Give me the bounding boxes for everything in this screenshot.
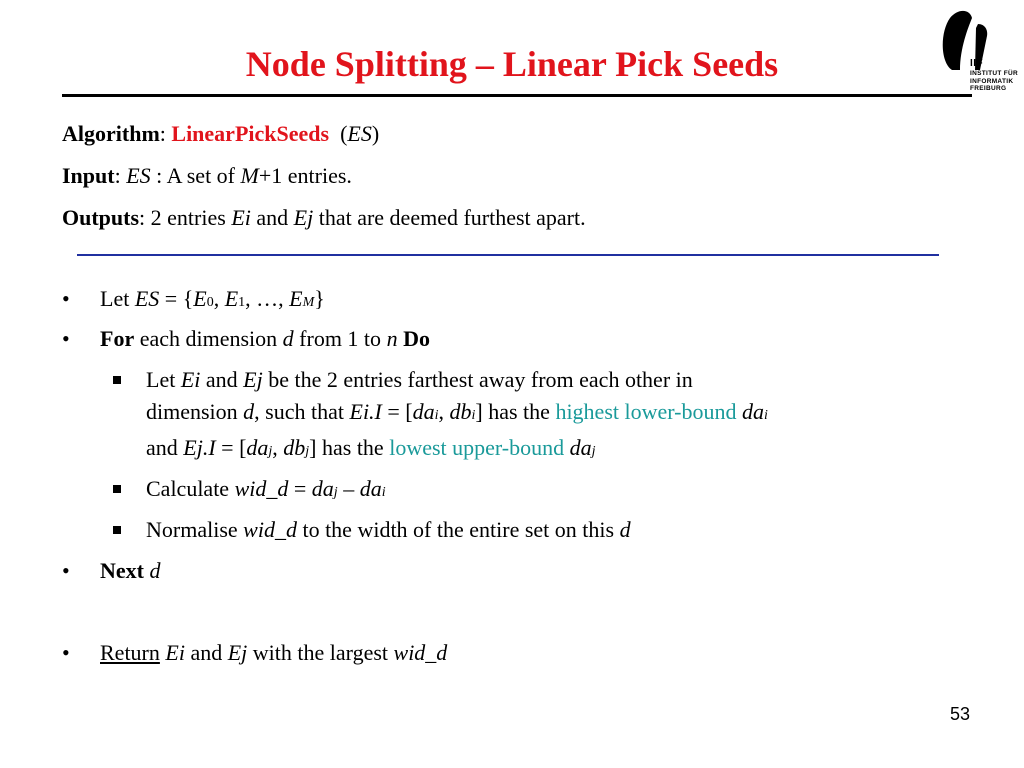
section-divider	[77, 254, 939, 256]
input-line: Input: ES : A set of M+1 entries.	[62, 163, 352, 188]
logo-abbreviation: IIF	[970, 58, 984, 69]
highlight-upper-bound: lowest upper-bound	[389, 435, 565, 460]
bullet-icon: •	[62, 640, 70, 665]
algorithm-line: Algorithm: LinearPickSeeds (ES)	[62, 121, 380, 146]
square-bullet-icon	[113, 376, 121, 384]
bullet-icon: •	[62, 326, 70, 351]
institute-logo	[936, 8, 1022, 108]
slide-title: Node Splitting – Linear Pick Seeds	[245, 44, 779, 84]
highlight-lower-bound: highest lower-bound	[555, 399, 737, 424]
square-bullet-icon	[113, 526, 121, 534]
title-divider	[62, 94, 972, 97]
bullet-icon: •	[62, 558, 70, 583]
outputs-line: Outputs: 2 entries Ei and Ej that are deemed furthest apart.	[62, 205, 586, 230]
algorithm-name: LinearPickSeeds	[171, 121, 330, 146]
bullet-icon: •	[62, 286, 70, 311]
logo-institute-name: INSTITUT FÜR INFORMATIK FREIBURG	[970, 70, 1019, 92]
square-bullet-icon	[113, 485, 121, 493]
page-number: 53	[949, 704, 970, 724]
